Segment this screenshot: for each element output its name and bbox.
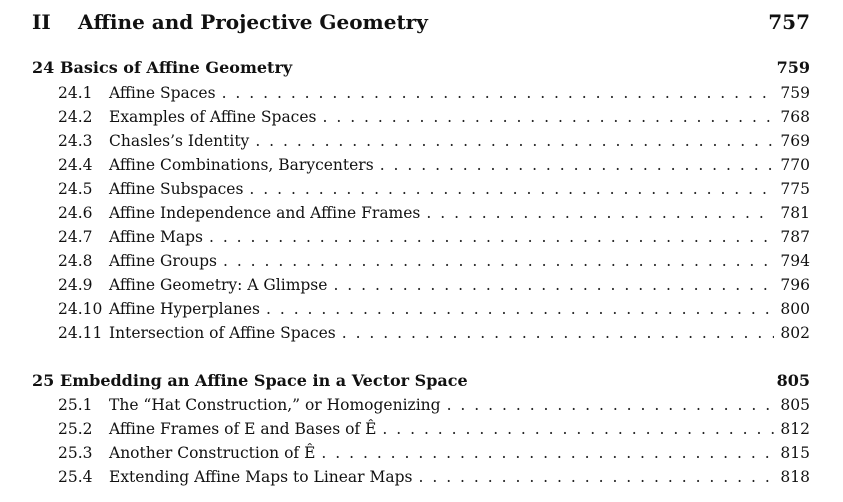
toc-entry <box>58 300 810 324</box>
section-number: 24.2 <box>58 108 93 126</box>
section-number: 24.5 <box>58 180 93 198</box>
toc-entry <box>58 108 810 132</box>
section-title: Extending Affine Maps to Linear Maps <box>109 468 413 486</box>
section-title: Affine Frames of E and Bases of Ê <box>109 420 377 438</box>
toc-entry <box>58 444 810 468</box>
section-page-number: 812 <box>780 420 810 438</box>
section-page-number: 805 <box>780 396 810 414</box>
chapter-heading <box>32 371 810 390</box>
section-title: Chasles’s Identity <box>109 132 250 150</box>
dot-leader <box>209 228 774 246</box>
section-page-number: 796 <box>780 276 810 294</box>
toc-entry <box>58 324 810 348</box>
section-number: 24.3 <box>58 132 93 150</box>
section-title: Affine Subspaces <box>109 180 244 198</box>
section-page-number: 815 <box>780 444 810 462</box>
section-page-number: 802 <box>780 324 810 342</box>
dot-leader <box>321 444 774 462</box>
part-page-number: 757 <box>768 10 810 34</box>
section-number: 25.2 <box>58 420 93 438</box>
section-page-number: 769 <box>780 132 810 150</box>
section-page-number: 781 <box>780 204 810 222</box>
part-heading <box>32 10 810 34</box>
section-page-number: 787 <box>780 228 810 246</box>
toc-entry <box>58 228 810 252</box>
toc-entry <box>58 396 810 420</box>
dot-leader <box>223 252 774 270</box>
toc-entry <box>58 156 810 180</box>
section-number: 24.4 <box>58 156 93 174</box>
toc-entry <box>58 420 810 444</box>
part-number: II <box>32 10 51 34</box>
toc-entry <box>58 204 810 228</box>
dot-leader <box>382 420 774 438</box>
section-title: Affine Geometry: A Glimpse <box>109 276 328 294</box>
section-title: Another Construction of Ê <box>109 444 316 462</box>
chapter-25-sections <box>58 396 810 492</box>
toc-entry <box>58 180 810 204</box>
dot-leader <box>419 468 775 486</box>
chapter-24-sections <box>58 84 810 348</box>
dot-leader <box>333 276 774 294</box>
chapter-number: 25 <box>32 371 55 390</box>
toc-entry <box>58 132 810 156</box>
section-number: 25.1 <box>58 396 93 414</box>
section-number: 24.10 <box>58 300 103 318</box>
dot-leader <box>447 396 774 414</box>
section-title: Affine Hyperplanes <box>109 300 260 318</box>
section-page-number: 759 <box>780 84 810 102</box>
dot-leader <box>380 156 774 174</box>
section-page-number: 800 <box>780 300 810 318</box>
section-number: 24.1 <box>58 84 93 102</box>
dot-leader <box>255 132 774 150</box>
dot-leader <box>426 204 774 222</box>
dot-leader <box>266 300 774 318</box>
toc-entry <box>58 468 810 492</box>
chapter-page-number: 805 <box>776 371 810 390</box>
section-page-number: 768 <box>780 108 810 126</box>
part-title: Affine and Projective Geometry <box>78 10 428 34</box>
section-title: Intersection of Affine Spaces <box>109 324 336 342</box>
section-title: Affine Groups <box>109 252 217 270</box>
dot-leader <box>323 108 775 126</box>
chapter-heading <box>32 58 810 77</box>
chapter-title: Basics of Affine Geometry <box>60 58 293 77</box>
section-page-number: 818 <box>780 468 810 486</box>
toc-entry <box>58 252 810 276</box>
toc-entry <box>58 276 810 300</box>
section-title: Affine Combinations, Barycenters <box>109 156 374 174</box>
dot-leader <box>249 180 774 198</box>
section-page-number: 770 <box>780 156 810 174</box>
chapter-title: Embedding an Affine Space in a Vector Space <box>60 371 468 390</box>
section-title: Affine Independence and Affine Frames <box>109 204 421 222</box>
section-number: 24.8 <box>58 252 93 270</box>
dot-leader <box>342 324 774 342</box>
section-title: The “Hat Construction,” or Homogenizing <box>109 396 441 414</box>
section-title: Affine Maps <box>109 228 203 246</box>
dot-leader <box>222 84 774 102</box>
section-title: Examples of Affine Spaces <box>109 108 317 126</box>
section-number: 25.3 <box>58 444 93 462</box>
chapter-number: 24 <box>32 58 55 77</box>
section-number: 24.11 <box>58 324 103 342</box>
section-number: 24.6 <box>58 204 93 222</box>
section-number: 24.7 <box>58 228 93 246</box>
toc-entry <box>58 84 810 108</box>
section-page-number: 794 <box>780 252 810 270</box>
section-number: 25.4 <box>58 468 93 486</box>
section-page-number: 775 <box>780 180 810 198</box>
section-title: Affine Spaces <box>109 84 216 102</box>
chapter-page-number: 759 <box>776 58 810 77</box>
section-number: 24.9 <box>58 276 93 294</box>
